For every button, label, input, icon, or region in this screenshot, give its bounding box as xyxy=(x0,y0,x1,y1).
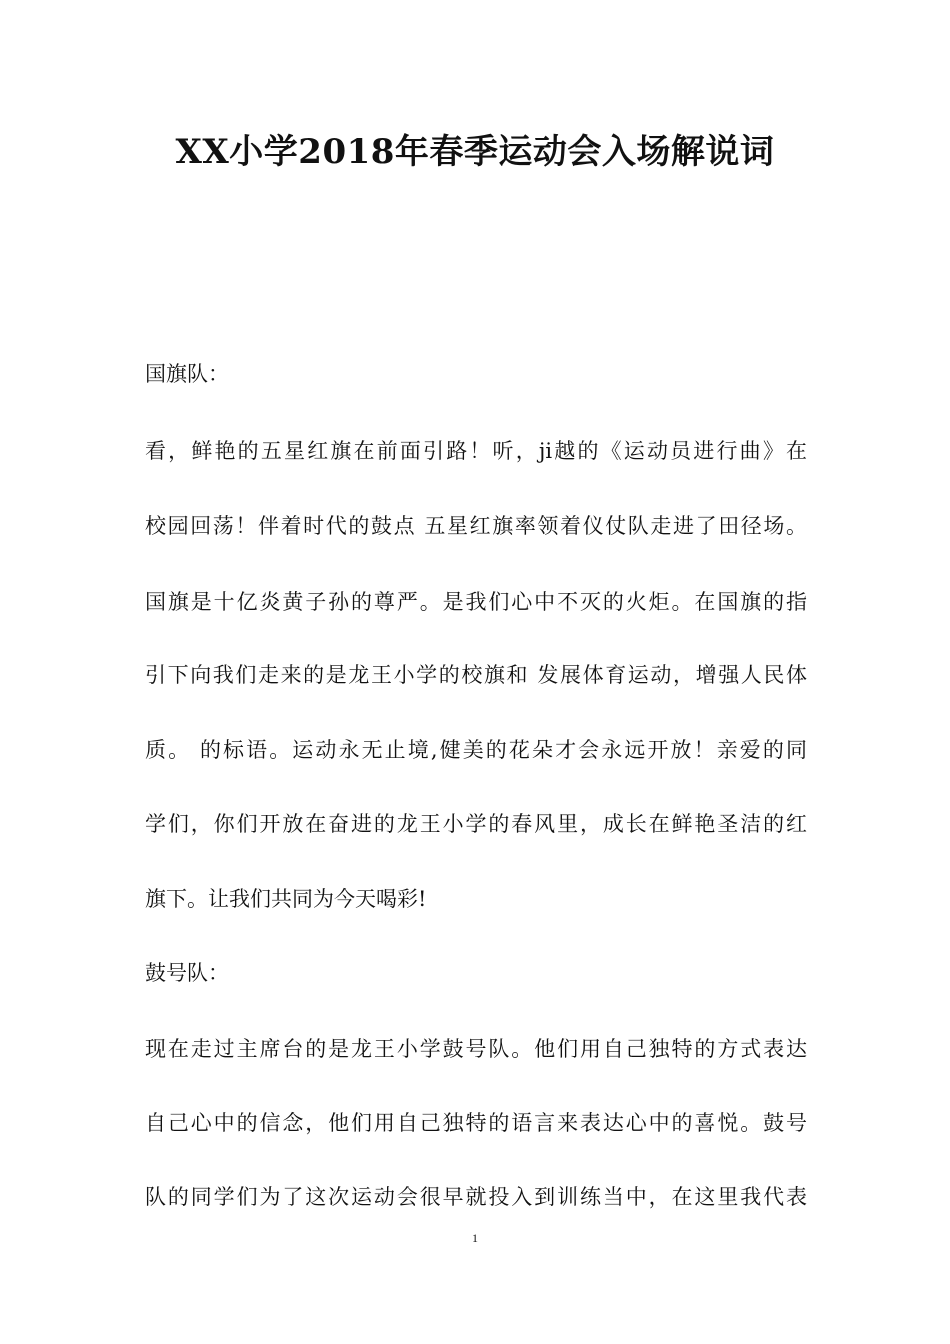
paragraph-line: 队的同学们为了这次运动会很早就投入到训练当中，在这里我代表 xyxy=(145,1185,807,1209)
paragraph-line: 学们，你们开放在奋进的龙王小学的春风里，成长在鲜艳圣洁的红 xyxy=(145,812,807,836)
paragraph-line: 自己心中的信念，他们用自己独特的语言来表达心中的喜悦。鼓号 xyxy=(145,1111,807,1135)
paragraph-line: 质。 的标语。运动永无止境,健美的花朵才会永远开放！亲爱的同 xyxy=(145,738,807,762)
section-heading-flag-team: 国旗队： xyxy=(145,362,229,386)
document-title: XX小学2018年春季运动会入场解说词 xyxy=(175,132,775,172)
paragraph-line: 旗下。让我们共同为今天喝彩! xyxy=(145,887,427,911)
page-number: 1 xyxy=(472,1231,478,1245)
paragraph-line: 看，鲜艳的五星红旗在前面引路！听，ji越的《运动员进行曲》在 xyxy=(145,439,807,463)
paragraph-line: 引下向我们走来的是龙王小学的校旗和 发展体育运动，增强人民体 xyxy=(145,663,807,687)
section-heading-drum-team: 鼓号队： xyxy=(145,961,229,985)
paragraph-line: 国旗是十亿炎黄子孙的尊严。是我们心中不灭的火炬。在国旗的指 xyxy=(145,590,807,614)
paragraph-line: 现在走过主席台的是龙王小学鼓号队。他们用自己独特的方式表达 xyxy=(145,1037,807,1061)
paragraph-line: 校园回荡！伴着时代的鼓点 五星红旗率领着仪仗队走进了田径场。 xyxy=(145,514,807,538)
